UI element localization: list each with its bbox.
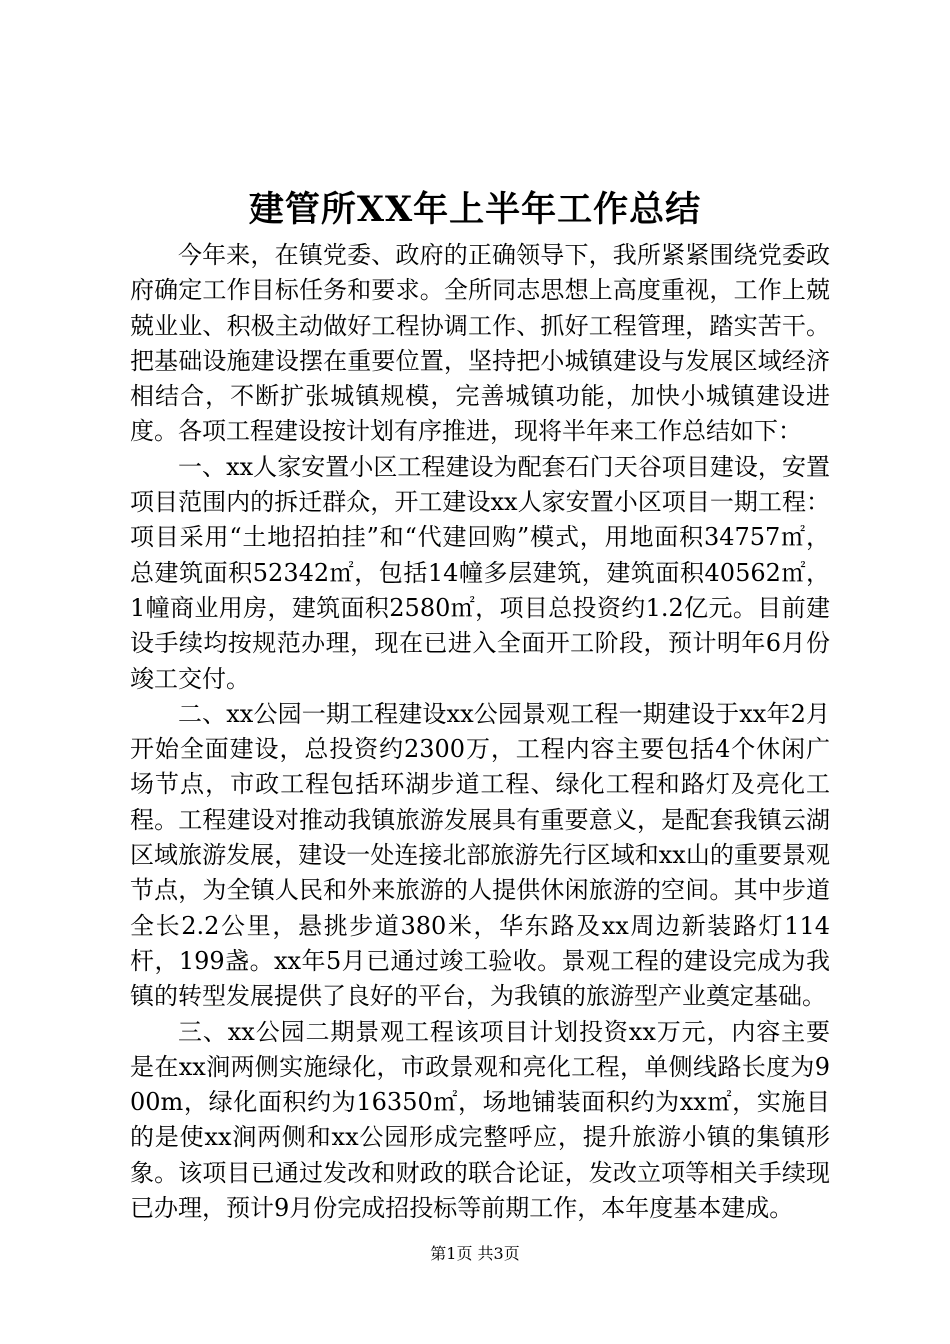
paragraph-intro: 今年来，在镇党委、政府的正确领导下，我所紧紧围绕党委政府确定工作目标任务和要求。全所同志思想上高度重视，工作上兢兢业业、积极主动做好工程协调工作、抓好工程管理，踏实苦干。把基础设施建设摆在重要位置，坚持把小城镇建设与发展区域经济相结合，不断扩张城镇规模，完善城镇功能，加快小城镇建设进度。各项工程建设按计划有序推进，现将半年来工作总结如下： bbox=[130, 241, 830, 446]
paragraph-section-3: 三、xx公园二期景观工程该项目计划投资xx万元，内容主要是在xx涧两侧实施绿化，市政景观和亮化工程，单侧线路长度为900m，绿化面积约为16350㎡，场地铺装面积约为xx㎡，实施目的是使xx涧两侧和xx公园形成完整呼应，提升旅游小镇的集镇形象。该项目已通过发改和财政的联合论证，发改立项等相关手续现已办理，预计9月份完成招投标等前期工作，本年度基本建成。 bbox=[130, 1017, 830, 1223]
paragraph-section-1: 一、xx人家安置小区工程建设为配套石门天谷项目建设，安置项目范围内的拆迁群众，开工建设xx人家安置小区项目一期工程：项目采用“土地招拍挂”和“代建回购”模式，用地面积34757㎡，总建筑面积52342㎡，包括14幢多层建筑，建筑面积40562㎡，1幢商业用房，建筑面积2580㎡，项目总投资约1.2亿元。目前建设手续均按规范办理，现在已进入全面开工阶段，预计明年6月份竣工交付。 bbox=[130, 452, 830, 693]
document-body bbox=[130, 238, 830, 1226]
page-footer bbox=[0, 1242, 950, 1266]
paragraph-section-2: 二、xx公园一期工程建设xx公园景观工程一期建设于xx年2月开始全面建设，总投资约2300万，工程内容主要包括4个休闲广场节点，市政工程包括环湖步道工程、绿化工程和路灯及亮化工程。工程建设对推动我镇旅游发展具有重要意义，是配套我镇云湖区域旅游发展，建设一处连接北部旅游先行区域和xx山的重要景观节点，为全镇人民和外来旅游的人提供休闲旅游的空间。其中步道全长2.2公里，悬挑步道380米，华东路及xx周边新装路灯114杆，199盏。xx年5月已通过竣工验收。景观工程的建设完成为我镇的转型发展提供了良好的平台，为我镇的旅游型产业奠定基础。 bbox=[130, 699, 830, 1011]
page-number-indicator: 第1页 共3页 bbox=[430, 1244, 520, 1263]
document-title: 建管所XX年上半年工作总结 bbox=[248, 189, 702, 230]
